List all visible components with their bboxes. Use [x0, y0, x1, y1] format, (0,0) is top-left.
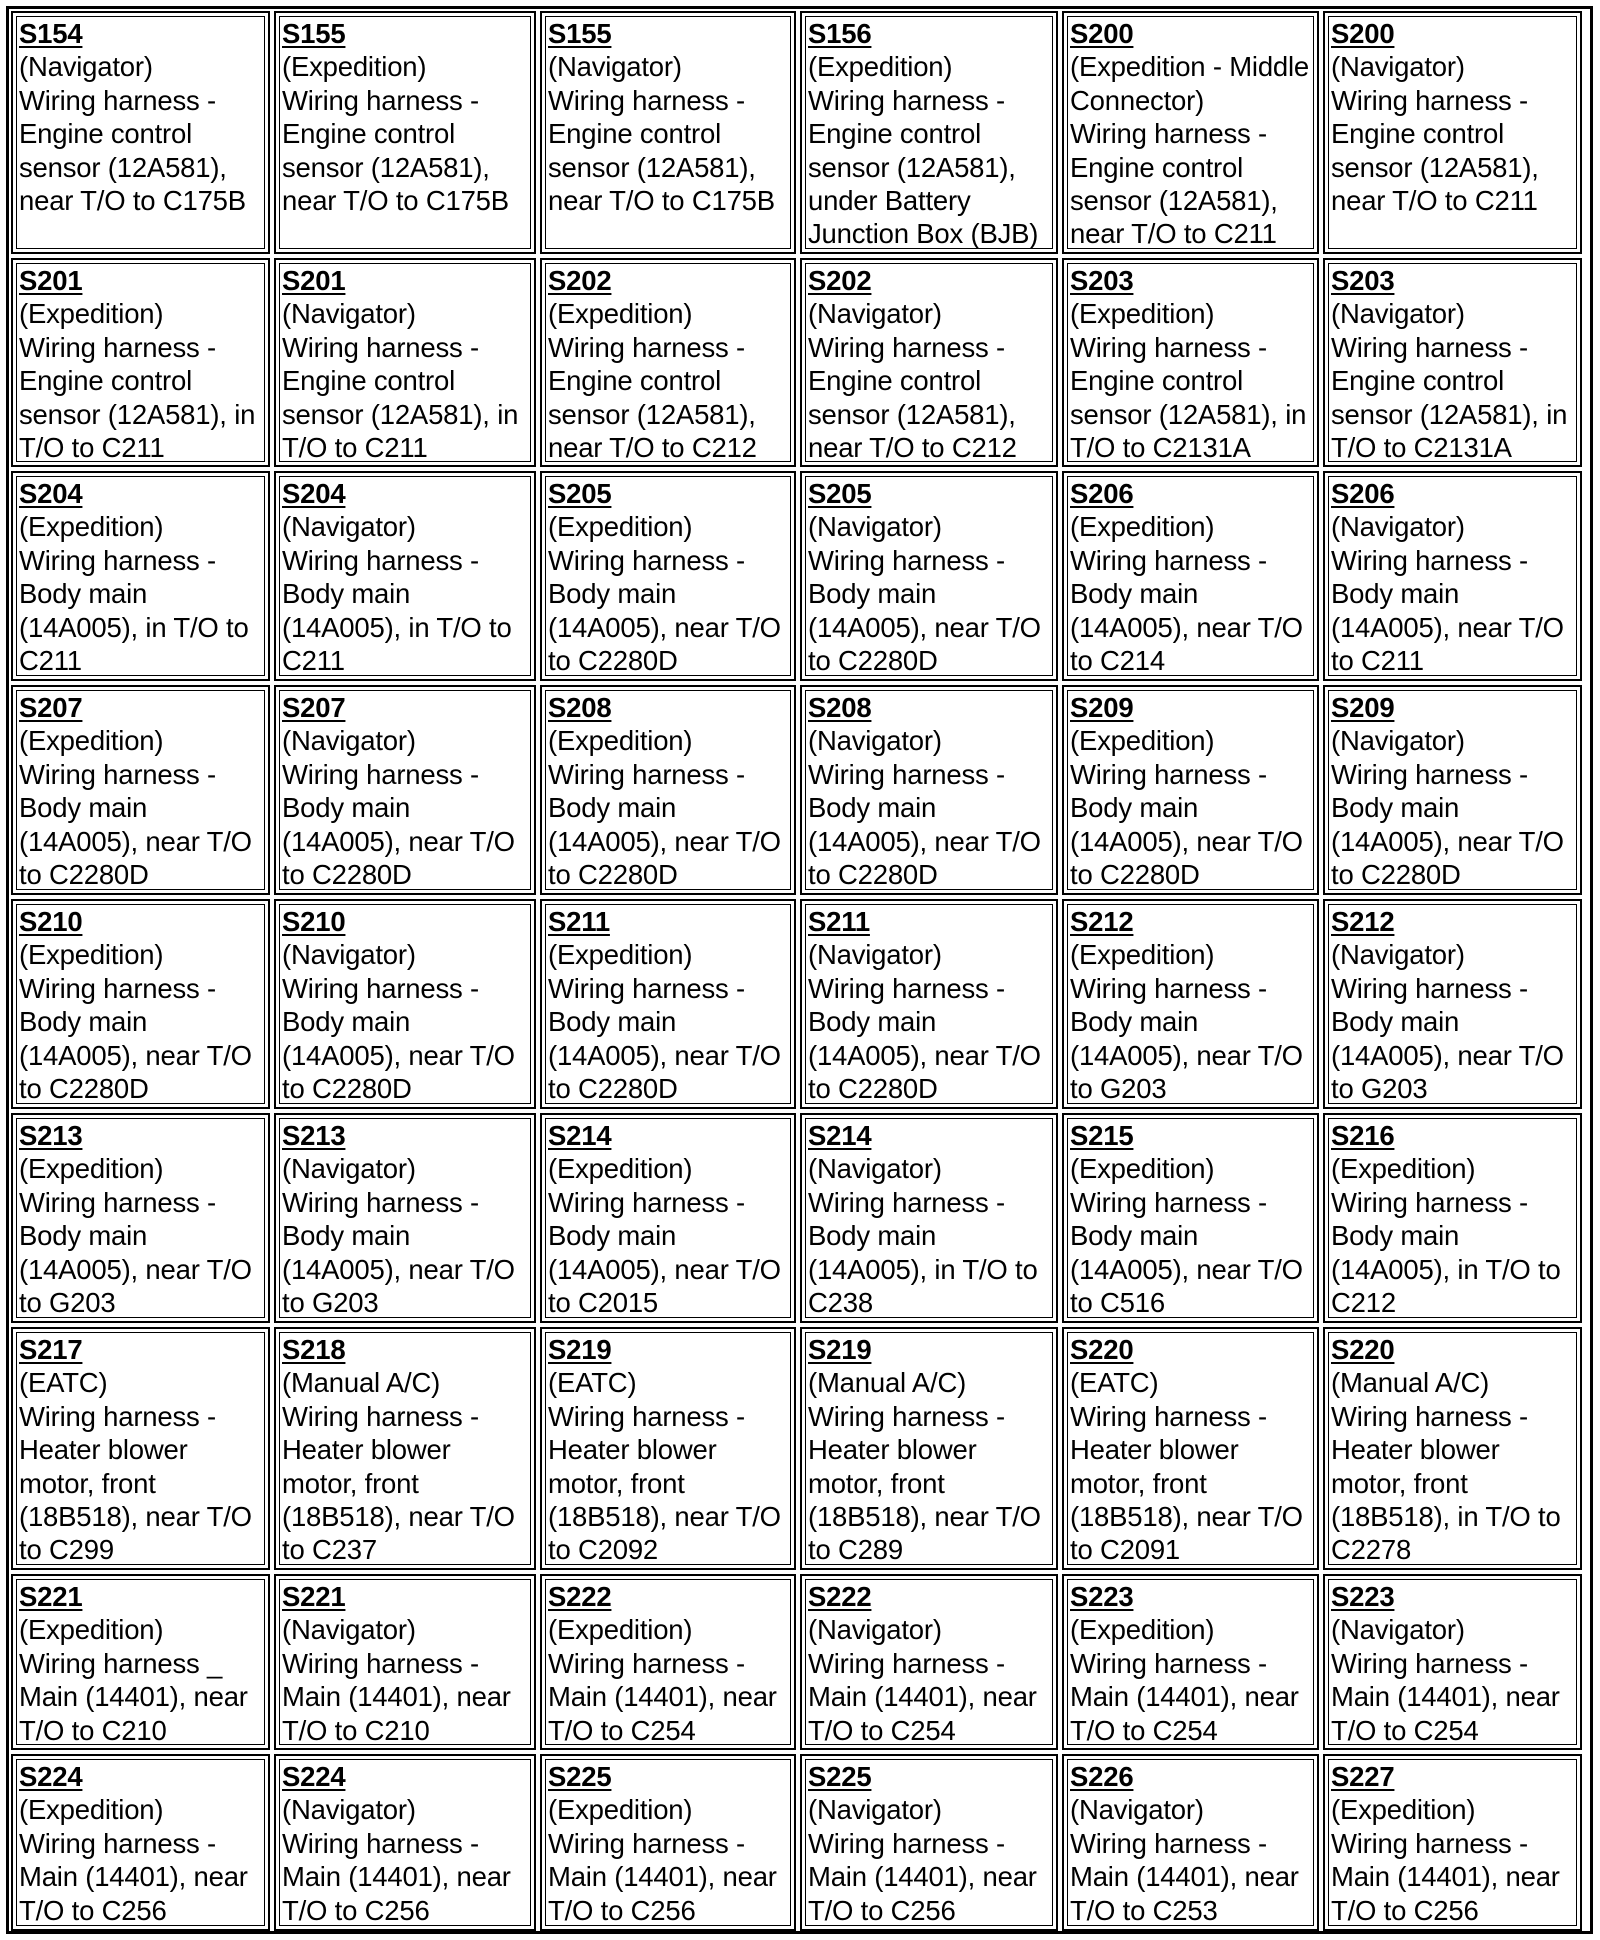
vehicle-variant: (Manual A/C)	[1331, 1367, 1490, 1399]
vehicle-variant: (EATC)	[1070, 1367, 1159, 1399]
table-cell	[540, 11, 796, 254]
vehicle-variant: (Expedition)	[1331, 1794, 1476, 1826]
splice-code: S208	[548, 692, 612, 723]
splice-code: S202	[548, 265, 612, 296]
splice-code: S214	[808, 1120, 872, 1151]
table-cell	[11, 1113, 270, 1323]
table-cell	[11, 1574, 270, 1750]
table-cell	[1062, 1113, 1319, 1323]
vehicle-variant: (Expedition)	[1070, 511, 1215, 543]
table-cell	[274, 11, 536, 254]
splice-code: S216	[1331, 1120, 1395, 1151]
splice-code: S224	[19, 1761, 83, 1792]
table-cell	[11, 11, 270, 254]
table-cell	[540, 1327, 796, 1570]
table-cell	[540, 1574, 796, 1750]
splice-location: Wiring harness - Body main (14A005), in T/O to C211	[19, 544, 249, 677]
table-cell	[800, 471, 1058, 681]
vehicle-variant: (Expedition)	[808, 51, 953, 83]
splice-location: Wiring harness - Body main (14A005), near T/O to G203	[1070, 972, 1303, 1105]
splice-location: Wiring harness - Engine control sensor (12A581), near T/O to C212	[548, 331, 757, 464]
vehicle-variant: (Navigator)	[282, 939, 416, 971]
vehicle-variant: (EATC)	[19, 1367, 108, 1399]
table-cell	[11, 471, 270, 681]
splice-location: Wiring harness - Main (14401), near T/O to C254	[1070, 1647, 1299, 1746]
splice-location: Wiring harness - Main (14401), near T/O to C256	[19, 1827, 248, 1926]
splice-code: S212	[1070, 906, 1134, 937]
vehicle-variant: (Navigator)	[808, 1794, 942, 1826]
table-cell	[274, 471, 536, 681]
splice-code: S155	[282, 18, 346, 49]
splice-location: Wiring harness - Engine control sensor (12A581), in T/O to C2131A	[1331, 331, 1568, 464]
splice-code: S222	[808, 1581, 872, 1612]
splice-location: Wiring harness - Main (14401), near T/O to C253	[1070, 1827, 1299, 1926]
table-cell	[800, 1574, 1058, 1750]
splice-location: Wiring harness - Main (14401), near T/O to C254	[808, 1647, 1037, 1746]
splice-code: S213	[282, 1120, 346, 1151]
vehicle-variant: (Manual A/C)	[808, 1367, 967, 1399]
vehicle-variant: (Navigator)	[282, 298, 416, 330]
splice-location: Wiring harness - Body main (14A005), in T/O to C211	[282, 544, 512, 677]
vehicle-variant: (Expedition)	[1070, 939, 1215, 971]
splice-location: Wiring harness _ Main (14401), near T/O to C210	[19, 1647, 248, 1746]
splice-code: S200	[1070, 18, 1134, 49]
table-cell	[540, 1113, 796, 1323]
splice-location: Wiring harness - Body main (14A005), near T/O to C2280D	[808, 758, 1041, 891]
table-cell	[800, 11, 1058, 254]
vehicle-variant: (Expedition)	[19, 511, 164, 543]
table-cell	[1323, 471, 1582, 681]
splice-code: S221	[19, 1581, 83, 1612]
table-cell	[274, 1574, 536, 1750]
splice-location: Wiring harness - Main (14401), near T/O to C256	[282, 1827, 511, 1926]
splice-code: S222	[548, 1581, 612, 1612]
vehicle-variant: (Expedition)	[548, 1614, 693, 1646]
splice-location: Wiring harness - Body main (14A005), near T/O to C2280D	[548, 544, 781, 677]
splice-code: S212	[1331, 906, 1395, 937]
splice-location: Wiring harness - Engine control sensor (12A581), near T/O to C175B	[548, 84, 775, 217]
table-cell	[540, 471, 796, 681]
splice-code: S226	[1070, 1761, 1134, 1792]
splice-location: Wiring harness - Main (14401), near T/O to C256	[808, 1827, 1037, 1926]
table-cell	[274, 685, 536, 895]
splice-location: Wiring harness - Body main (14A005), near T/O to C2280D	[1331, 758, 1564, 891]
splice-location: Wiring harness - Engine control sensor (12A581), near T/O to C175B	[19, 84, 246, 217]
splice-code: S210	[19, 906, 83, 937]
splice-code: S217	[19, 1334, 83, 1365]
table-cell	[274, 1754, 536, 1931]
splice-code: S211	[808, 906, 870, 937]
vehicle-variant: (Navigator)	[1331, 511, 1465, 543]
vehicle-variant: (Navigator)	[548, 51, 682, 83]
table-cell	[11, 899, 270, 1109]
splice-table	[6, 6, 1593, 1934]
splice-code: S219	[808, 1334, 872, 1365]
table-cell	[540, 685, 796, 895]
table-cell	[800, 1754, 1058, 1931]
vehicle-variant: (Navigator)	[1070, 1794, 1204, 1826]
splice-code: S154	[19, 18, 83, 49]
splice-location: Wiring harness - Body main (14A005), near T/O to G203	[1331, 972, 1564, 1105]
vehicle-variant: (Navigator)	[1331, 51, 1465, 83]
splice-location: Wiring harness - Body main (14A005), near T/O to C2280D	[808, 544, 1041, 677]
table-cell	[1062, 1754, 1319, 1931]
vehicle-variant: (Expedition)	[548, 511, 693, 543]
splice-code: S227	[1331, 1761, 1395, 1792]
splice-code: S205	[548, 478, 612, 509]
splice-location: Wiring harness - Main (14401), near T/O to C210	[282, 1647, 511, 1746]
table-cell	[800, 1113, 1058, 1323]
splice-code: S203	[1331, 265, 1395, 296]
splice-code: S155	[548, 18, 612, 49]
table-cell	[1323, 899, 1582, 1109]
splice-location: Wiring harness - Heater blower motor, front (18B518), near T/O to C289	[808, 1400, 1041, 1566]
vehicle-variant: (Navigator)	[282, 1153, 416, 1185]
splice-code: S210	[282, 906, 346, 937]
vehicle-variant: (Navigator)	[282, 1794, 416, 1826]
vehicle-variant: (Expedition)	[548, 1153, 693, 1185]
splice-code: S215	[1070, 1120, 1134, 1151]
splice-location: Wiring harness - Heater blower motor, front (18B518), in T/O to C2278	[1331, 1400, 1561, 1566]
splice-location: Wiring harness - Body main (14A005), near T/O to C214	[1070, 544, 1303, 677]
splice-code: S202	[808, 265, 872, 296]
vehicle-variant: (Expedition)	[548, 1794, 693, 1826]
splice-code: S200	[1331, 18, 1395, 49]
splice-location: Wiring harness - Body main (14A005), near T/O to G203	[282, 1186, 515, 1319]
splice-location: Wiring harness - Body main (14A005), near T/O to C2280D	[548, 758, 781, 891]
splice-code: S214	[548, 1120, 612, 1151]
splice-code: S204	[282, 478, 346, 509]
splice-location: Wiring harness - Body main (14A005), near T/O to C2280D	[19, 758, 252, 891]
splice-location: Wiring harness - Body main (14A005), in T/O to C238	[808, 1186, 1038, 1319]
splice-code: S224	[282, 1761, 346, 1792]
splice-location: Wiring harness - Heater blower motor, front (18B518), near T/O to C2092	[548, 1400, 781, 1566]
vehicle-variant: (Navigator)	[1331, 298, 1465, 330]
splice-code: S213	[19, 1120, 83, 1151]
splice-location: Wiring harness - Body main (14A005), near T/O to C211	[1331, 544, 1564, 677]
splice-location: Wiring harness - Heater blower motor, front (18B518), near T/O to C2091	[1070, 1400, 1303, 1566]
vehicle-variant: (Expedition)	[19, 298, 164, 330]
vehicle-variant: (Navigator)	[1331, 939, 1465, 971]
splice-code: S207	[19, 692, 83, 723]
vehicle-variant: (Navigator)	[808, 511, 942, 543]
splice-code: S204	[19, 478, 83, 509]
splice-location: Wiring harness - Engine control sensor (12A581), in T/O to C2131A	[1070, 331, 1307, 464]
table-cell	[11, 1327, 270, 1570]
table-cell	[11, 685, 270, 895]
table-cell	[1062, 258, 1319, 467]
table-cell	[540, 258, 796, 467]
vehicle-variant: (Navigator)	[808, 725, 942, 757]
table-cell	[1323, 1574, 1582, 1750]
table-cell	[274, 1113, 536, 1323]
splice-location: Wiring harness - Engine control sensor (12A581), near T/O to C175B	[282, 84, 509, 217]
splice-code: S219	[548, 1334, 612, 1365]
splice-location: Wiring harness - Heater blower motor, front (18B518), near T/O to C237	[282, 1400, 515, 1566]
vehicle-variant: (Expedition)	[1070, 1614, 1215, 1646]
splice-code: S225	[548, 1761, 612, 1792]
splice-location: Wiring harness - Body main (14A005), near T/O to C2280D	[1070, 758, 1303, 891]
splice-code: S156	[808, 18, 872, 49]
splice-location: Wiring harness - Body main (14A005), near T/O to C2280D	[282, 758, 515, 891]
table-cell	[800, 685, 1058, 895]
vehicle-variant: (Navigator)	[808, 939, 942, 971]
vehicle-variant: (Expedition)	[548, 298, 693, 330]
splice-location: Wiring harness - Engine control sensor (12A581), near T/O to C212	[808, 331, 1017, 464]
vehicle-variant: (Navigator)	[808, 298, 942, 330]
vehicle-variant: (EATC)	[548, 1367, 637, 1399]
splice-code: S209	[1070, 692, 1134, 723]
splice-code: S218	[282, 1334, 346, 1365]
splice-code: S225	[808, 1761, 872, 1792]
splice-code: S208	[808, 692, 872, 723]
table-cell	[11, 1754, 270, 1931]
splice-location: Wiring harness - Body main (14A005), near T/O to C2280D	[19, 972, 252, 1105]
vehicle-variant: (Expedition)	[1070, 298, 1215, 330]
vehicle-variant: (Expedition)	[548, 939, 693, 971]
splice-location: Wiring harness - Body main (14A005), near T/O to C516	[1070, 1186, 1303, 1319]
splice-location: Wiring harness - Main (14401), near T/O to C254	[548, 1647, 777, 1746]
splice-location: Wiring harness - Engine control sensor (12A581), in T/O to C211	[282, 331, 519, 464]
splice-location: Wiring harness - Engine control sensor (12A581), near T/O to C211	[1070, 118, 1278, 250]
table-cell	[1323, 1754, 1582, 1931]
vehicle-variant: (Navigator)	[282, 725, 416, 757]
splice-location: Wiring harness - Engine control sensor (12A581), near T/O to C211	[1331, 84, 1539, 217]
splice-code: S221	[282, 1581, 346, 1612]
splice-code: S206	[1070, 478, 1134, 509]
vehicle-variant: (Navigator)	[808, 1614, 942, 1646]
vehicle-variant: (Navigator)	[282, 511, 416, 543]
splice-location: Wiring harness - Engine control sensor (12A581), under Battery Junction Box (BJB)	[808, 84, 1039, 250]
vehicle-variant: (Expedition - Middle Connector)	[1070, 51, 1310, 116]
vehicle-variant: (Expedition)	[19, 1794, 164, 1826]
splice-code: S220	[1070, 1334, 1134, 1365]
table-cell	[1323, 685, 1582, 895]
table-cell	[800, 1327, 1058, 1570]
vehicle-variant: (Expedition)	[19, 939, 164, 971]
table-cell	[274, 1327, 536, 1570]
table-cell	[274, 899, 536, 1109]
splice-location: Wiring harness - Body main (14A005), in T/O to C212	[1331, 1186, 1561, 1319]
table-cell	[1323, 11, 1582, 254]
table-cell	[1062, 11, 1319, 254]
vehicle-variant: (Expedition)	[19, 725, 164, 757]
table-cell	[540, 1754, 796, 1931]
vehicle-variant: (Expedition)	[548, 725, 693, 757]
table-cell	[1062, 1327, 1319, 1570]
vehicle-variant: (Navigator)	[19, 51, 153, 83]
splice-location: Wiring harness - Body main (14A005), near T/O to C2280D	[282, 972, 515, 1105]
splice-code: S223	[1070, 1581, 1134, 1612]
vehicle-variant: (Manual A/C)	[282, 1367, 441, 1399]
vehicle-variant: (Expedition)	[1331, 1153, 1476, 1185]
splice-location: Wiring harness - Main (14401), near T/O to C256	[1331, 1827, 1560, 1926]
table-cell	[540, 899, 796, 1109]
table-cell	[1062, 1574, 1319, 1750]
splice-location: Wiring harness - Main (14401), near T/O to C256	[548, 1827, 777, 1926]
table-cell	[1323, 1113, 1582, 1323]
splice-location: Wiring harness - Engine control sensor (12A581), in T/O to C211	[19, 331, 256, 464]
vehicle-variant: (Navigator)	[808, 1153, 942, 1185]
splice-code: S203	[1070, 265, 1134, 296]
splice-location: Wiring harness - Body main (14A005), near T/O to G203	[19, 1186, 252, 1319]
table-cell	[800, 899, 1058, 1109]
table-cell	[1062, 899, 1319, 1109]
table-cell	[274, 258, 536, 467]
table-cell	[1062, 685, 1319, 895]
splice-location: Wiring harness - Heater blower motor, front (18B518), near T/O to C299	[19, 1400, 252, 1566]
splice-code: S201	[19, 265, 83, 296]
vehicle-variant: (Navigator)	[282, 1614, 416, 1646]
table-cell	[11, 258, 270, 467]
splice-code: S211	[548, 906, 610, 937]
splice-location: Wiring harness - Body main (14A005), near T/O to C2280D	[548, 972, 781, 1105]
splice-code: S207	[282, 692, 346, 723]
vehicle-variant: (Navigator)	[1331, 1614, 1465, 1646]
splice-location: Wiring harness - Body main (14A005), near T/O to C2280D	[808, 972, 1041, 1105]
splice-code: S209	[1331, 692, 1395, 723]
splice-location: Wiring harness - Body main (14A005), near T/O to C2015	[548, 1186, 781, 1319]
splice-code: S201	[282, 265, 346, 296]
vehicle-variant: (Expedition)	[19, 1153, 164, 1185]
splice-code: S205	[808, 478, 872, 509]
vehicle-variant: (Expedition)	[19, 1614, 164, 1646]
vehicle-variant: (Navigator)	[1331, 725, 1465, 757]
table-cell	[1323, 258, 1582, 467]
splice-location: Wiring harness - Main (14401), near T/O to C254	[1331, 1647, 1560, 1746]
table-cell	[1323, 1327, 1582, 1570]
table-cell	[800, 258, 1058, 467]
table-cell	[1062, 471, 1319, 681]
vehicle-variant: (Expedition)	[282, 51, 427, 83]
splice-code: S223	[1331, 1581, 1395, 1612]
vehicle-variant: (Expedition)	[1070, 1153, 1215, 1185]
splice-code: S206	[1331, 478, 1395, 509]
vehicle-variant: (Expedition)	[1070, 725, 1215, 757]
splice-code: S220	[1331, 1334, 1395, 1365]
